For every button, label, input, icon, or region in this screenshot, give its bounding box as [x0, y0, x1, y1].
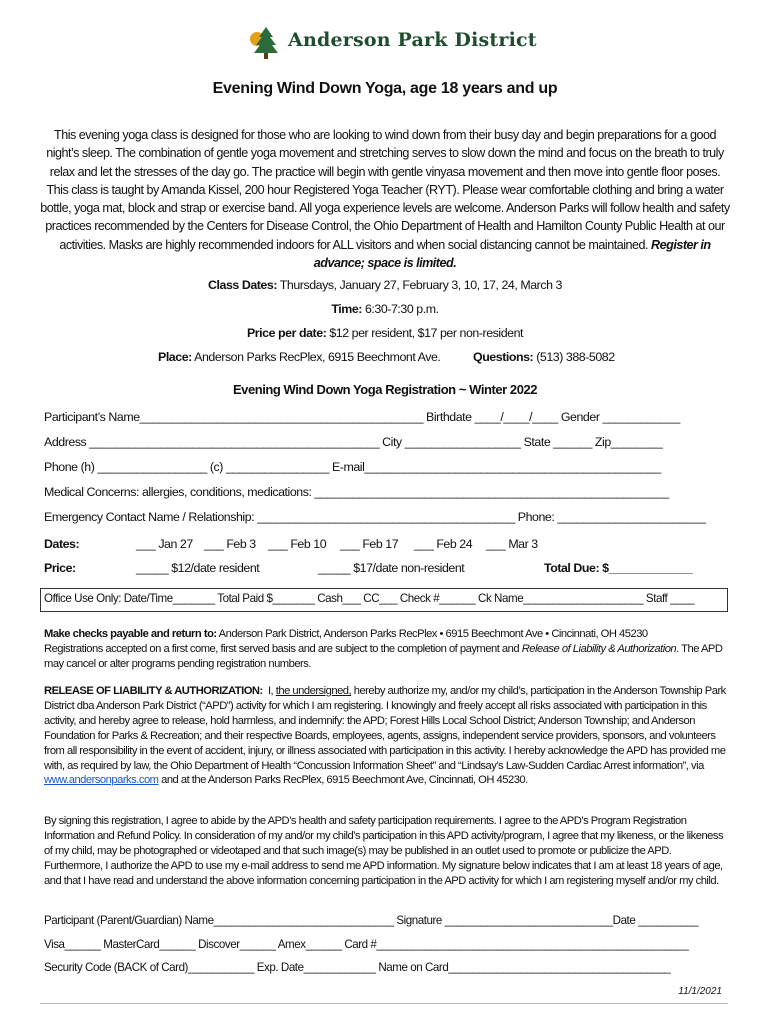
questions: [473, 350, 615, 364]
office-use-box: Office Use Only: Date/Time_______ Total Paid $_______ Cash___ CC___ Check #______ Ck Name____________________ Staff ____: [40, 588, 728, 612]
description: [40, 126, 730, 272]
class-price: [0, 326, 770, 340]
release-pre: I,: [267, 685, 274, 697]
bottom-divider: [40, 1003, 728, 1004]
description-text: This evening yoga class is designed for those who are looking to wind down from their busy day and begin preparations for a good night’s sleep. The combination of gentle yoga movement and stretching serves to slow down the mind and focus on the breath to truly relax and let the stresses of the day go. The practice will begin with gentle vinyasa movement and then move into gentle floor poses. This class is taught by Amanda Kissel, 200 hour Registered Yoga Teacher (RYT). Please wear comfortable clothing and bring a water bottle, yoga mat, block and strap or exercise band. All yoga experience levels are welcome. Anderson Parks will follow health and safety practices recommended by the Centers for Disease Control, the Ohio Department of Health and Hamilton County Public Health at our activities. Masks are highly recommended indoors for ALL visitors and when social distancing cannot be maintained.: [40, 128, 730, 252]
price-value: $12 per resident, $17 per non-resident: [329, 326, 524, 340]
place-value: Anderson Parks RecPlex, 6915 Beechmont Ave.: [194, 350, 441, 364]
questions-label: Questions:: [473, 350, 534, 364]
release-tail: and at the Anderson Parks RecPlex, 6915 Beechmont Ave, Cincinnati, OH 45230.: [161, 774, 528, 787]
class-place: [158, 350, 440, 364]
class-dates-label: Class Dates:: [208, 278, 277, 292]
phone-email-field[interactable]: Phone (h) _________________ (c) ________________ E-mail______________________________________________: [44, 460, 661, 474]
revision-date: 11/1/2021: [678, 986, 722, 997]
card-security-line[interactable]: Security Code (BACK of Card)___________ Exp. Date____________ Name on Card_____________________________________: [44, 961, 671, 974]
release-label: RELEASE OF LIABILITY & AUTHORIZATION:: [44, 685, 263, 697]
release-undersigned: the undersigned,: [275, 685, 352, 697]
release-section: [44, 684, 726, 788]
date-option-feb3[interactable]: ___ Feb 3: [204, 537, 256, 551]
price-row-label: Price:: [44, 561, 76, 575]
total-due-field[interactable]: Total Due: $_____________: [544, 561, 693, 575]
registration-heading: Evening Wind Down Yoga Registration ~ Winter 2022: [232, 382, 538, 397]
payment-release-ref: Release of Liability & Authorization: [521, 642, 677, 655]
payment-address: Anderson Park District, Anderson Parks RecPlex • 6915 Beechmont Ave • Cincinnati, OH 45230: [218, 628, 648, 640]
date-option-feb10[interactable]: ___ Feb 10: [268, 537, 327, 551]
class-time: [0, 302, 770, 316]
price-resident-option[interactable]: _____ $12/date resident: [136, 561, 260, 575]
signature-line[interactable]: Participant (Parent/Guardian) Name______________________________ Signature ____________________________Date __________: [44, 914, 699, 927]
payment-terms-tail: . The APD may cancel or alter programs pending registration numbers.: [44, 642, 723, 670]
emergency-contact-field[interactable]: Emergency Contact Name / Relationship: ________________________________________ Phone: _______________________: [44, 510, 706, 524]
medical-concerns-field[interactable]: Medical Concerns: allergies, conditions, medications: _______________________________________________________: [44, 485, 669, 499]
address-field[interactable]: Address _____________________________________________ City __________________ State ______ Zip________: [44, 435, 663, 449]
tree-logo-icon: [248, 26, 282, 60]
header: [0, 24, 770, 64]
questions-phone: (513) 388-5082: [536, 350, 615, 364]
place-label: Place:: [158, 350, 192, 364]
date-option-feb24[interactable]: ___ Feb 24: [414, 537, 473, 551]
price-nonresident-option[interactable]: _____ $17/date non-resident: [318, 561, 465, 575]
time-value: 6:30-7:30 p.m.: [364, 302, 439, 316]
date-option-mar3[interactable]: ___ Mar 3: [486, 537, 538, 551]
dates-label: Dates:: [44, 537, 80, 551]
date-option-jan27[interactable]: ___ Jan 27: [136, 537, 193, 551]
date-option-feb17[interactable]: ___ Feb 17: [340, 537, 399, 551]
payment-terms: Registrations accepted on a first come, first served basis and are subject to the completion of payment and: [44, 642, 520, 655]
release-text: hereby authorize my, and/or my child’s, participation in the Anderson Township Park District dba Anderson Park District (“APD”) activity for which I am registering. I knowingly and freely accept all risks associated with participation in this activity, and hereby agree to release, hold harmless, and indemnify: the APD; Forest Hills Local School District; Anderson Township; and Anderson Foundation for Parks & Recreation; and their respective Boards, employees, agents, assigns, independent service providers, sponsors, and volunteers from all responsibility in the event of accident, injury, or illness associated with participation in this activity. I hereby acknowledge the APD has provided me with, as required by law, the Ohio Department of Health “Concussion Information Sheet” and “Lindsay’s Law-Sudden Cardiac Arrest information”, via: [44, 685, 726, 772]
page-title: Evening Wind Down Yoga, age 18 years and up: [212, 80, 558, 97]
time-label: Time:: [331, 302, 362, 316]
register-advance-note: Register in advance; space is limited.: [313, 237, 711, 271]
payment-label: Make checks payable and return to:: [44, 628, 217, 640]
payment-info: [44, 627, 726, 672]
agreement-text: By signing this registration, I agree to abide by the APD’s health and safety participation requirements. I agree to the APD’s Program Registration Information and Refund Policy. In consideration of my and/or my child’s participation in this APD activity/program, I agree that my likeness, or the likeness of my child, may be photographed or videotaped and that such image(s) may be published in an outlet used to promote or publicize the APD. Furthermore, I authorize the APD to use my e-mail address to send me APD information. My signature below indicates that I am at least 18 years of age, and that I have read and understand the above information concerning participation in the APD activity for which I am registering myself and/or my child.: [44, 815, 724, 887]
class-dates: [0, 278, 770, 292]
card-info-line[interactable]: Visa______ MasterCard______ Discover______ Amex______ Card #____________________________________________________: [44, 938, 689, 951]
class-dates-value: Thursdays, January 27, February 3, 10, 17, 24, March 3: [279, 278, 562, 292]
org-name: Anderson Park District: [288, 29, 537, 51]
website-link[interactable]: www.andersonparks.com: [44, 774, 159, 787]
price-label: Price per date:: [246, 326, 327, 340]
participant-name-field[interactable]: Participant’s Name____________________________________________ Birthdate ____/____/____ Gender ____________: [44, 410, 680, 424]
